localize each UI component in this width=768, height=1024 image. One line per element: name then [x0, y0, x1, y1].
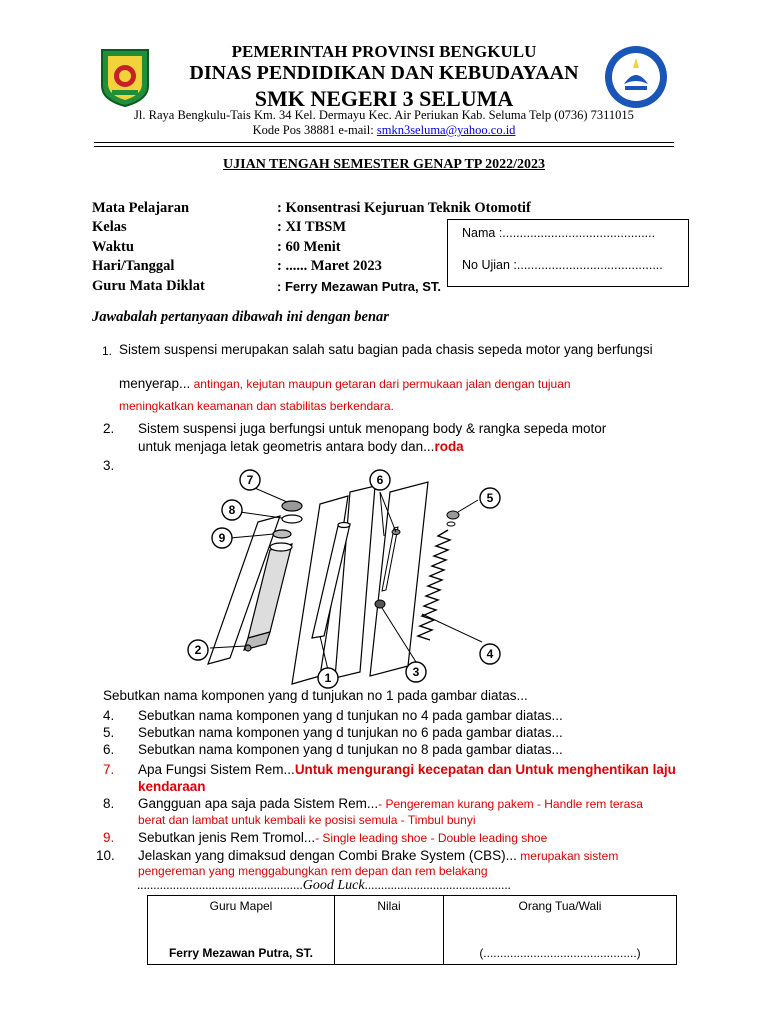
diagram-label-4: 4 — [486, 647, 494, 661]
q1-line2 — [119, 376, 571, 391]
header-address: Jl. Raya Bengkulu-Tais Km. 34 Kel. Dermayu Kec. Air Periukan Kab. Seluma Telp (0736) 7311015 — [134, 108, 634, 122]
q9-answer: - Single leading shoe - Double leading shoe — [315, 831, 548, 845]
q7-answer1: Untuk mengurangi kecepatan dan Untuk menghentikan laju — [294, 762, 676, 777]
q10-answer1: merupakan sistem — [516, 849, 619, 863]
q9-line — [138, 830, 547, 845]
meta-value-time: : 60 Menit — [277, 239, 341, 255]
q1-number: 1. — [102, 344, 113, 358]
signature-teacher-name: Ferry Mezawan Putra, ST. — [168, 946, 314, 960]
q1-answer1: antingan, kejutan maupun getaran dari permukaan jalan dengan tujuan — [190, 377, 571, 391]
meta-label-teacher: Guru Mata Diklat — [92, 278, 205, 294]
signature-cell-parent — [444, 896, 677, 965]
diagram-label-7: 7 — [246, 473, 254, 487]
student-id-box — [447, 219, 689, 287]
front-fork-diagram — [170, 462, 520, 692]
q10-text: Jelaskan yang dimaksud dengan Combi Brake System (CBS)... — [138, 848, 517, 863]
header-province: PEMERINTAH PROVINSI BENGKULU — [231, 42, 537, 61]
signature-cell-teacher — [148, 896, 335, 965]
diagram-label-8: 8 — [228, 503, 236, 517]
good-luck-dots-left: ................................................... — [137, 877, 303, 892]
student-exam-number-field[interactable]: No Ujian :.......................................... — [462, 258, 663, 272]
q8-number: 8. — [103, 796, 115, 811]
q3-text: Sebutkan nama komponen yang d tunjukan no 1 pada gambar diatas... — [103, 688, 528, 703]
q10-number: 10. — [96, 848, 115, 863]
diagram-label-3: 3 — [412, 665, 420, 679]
header-department: DINAS PENDIDIKAN DAN KEBUDAYAAN — [189, 62, 579, 84]
q6-text: Sebutkan nama komponen yang d tunjukan no 8 pada gambar diatas... — [138, 742, 563, 757]
good-luck-line — [137, 877, 511, 894]
diagram-label-6: 6 — [376, 473, 384, 487]
header-postal-email — [0, 123, 768, 138]
q1-text: Sistem suspensi merupakan salah satu bagian pada chasis sepeda motor yang berfungsi — [119, 342, 653, 357]
q7-number: 7. — [103, 762, 115, 777]
q9-number: 9. — [103, 830, 115, 845]
q8-answer1: - Pengereman kurang pakem - Handle rem terasa — [378, 797, 643, 811]
header-school: SMK NEGERI 3 SELUMA — [254, 86, 514, 111]
q1-text2: menyerap... — [119, 376, 191, 391]
q2-line2 — [138, 439, 464, 454]
meta-value-teacher: : Ferry Mezawan Putra, ST. — [277, 279, 441, 294]
q7-line1 — [138, 762, 676, 777]
signature-cell-grade — [335, 896, 444, 965]
signature-header-grade: Nilai — [377, 899, 401, 913]
diagram-label-9: 9 — [218, 531, 226, 545]
meta-label-class: Kelas — [92, 219, 127, 235]
q1-answer2: meningkatkan keamanan dan stabilitas berkendara. — [119, 399, 394, 413]
q7-text: Apa Fungsi Sistem Rem... — [138, 762, 295, 777]
exam-title: UJIAN TENGAH SEMESTER GENAP TP 2022/2023 — [223, 157, 545, 172]
q2-answer: roda — [434, 439, 464, 454]
instruction: Jawabalah pertanyaan dibawah ini dengan benar — [92, 309, 389, 325]
diagram-label-2: 2 — [194, 643, 202, 657]
q10-answer2: pengereman yang menggabungkan rem depan dan rem belakang — [138, 864, 488, 878]
header-divider-thin — [94, 146, 674, 147]
q3-number: 3. — [103, 458, 115, 473]
q6-number: 6. — [103, 742, 115, 757]
student-name-field[interactable]: Nama :............................................ — [462, 226, 656, 240]
q2-text2: untuk menjaga letak geometris antara body dan... — [138, 439, 435, 454]
q8-text: Gangguan apa saja pada Sistem Rem... — [138, 796, 379, 811]
meta-label-subject: Mata Pelajaran — [92, 200, 190, 216]
q2-text1: Sistem suspensi juga berfungsi untuk menopang body & rangka sepeda motor — [138, 421, 607, 436]
q8-line1 — [138, 796, 643, 811]
meta-value-subject: : Konsentrasi Kejuruan Teknik Otomotif — [277, 200, 531, 216]
q5-text: Sebutkan nama komponen yang d tunjukan no 6 pada gambar diatas... — [138, 725, 563, 740]
email-link[interactable]: smkn3seluma@yahoo.co.id — [376, 123, 516, 137]
diagram-label-1: 1 — [324, 671, 332, 685]
header-divider — [94, 142, 674, 143]
q9-text: Sebutkan jenis Rem Tromol... — [138, 830, 316, 845]
postal-code: Kode Pos 38881 e-mail: — [252, 123, 377, 137]
meta-value-date: : ...... Maret 2023 — [277, 258, 382, 274]
q7-answer2: kendaraan — [138, 779, 206, 794]
signature-parent-name: (..............................................) — [479, 946, 641, 960]
signature-table — [147, 895, 677, 965]
meta-label-time: Waktu — [92, 239, 134, 255]
diagram-label-5: 5 — [486, 491, 494, 505]
q10-line1 — [138, 848, 618, 863]
q4-number: 4. — [103, 708, 115, 723]
q8-answer2: berat dan lambat untuk kembali ke posisi semula - Timbul bunyi — [138, 813, 476, 827]
q5-number: 5. — [103, 725, 115, 740]
q2-number: 2. — [103, 421, 115, 436]
signature-header-parent: Orang Tua/Wali — [518, 899, 602, 913]
good-luck-text: Good Luck — [302, 878, 365, 893]
q4-text: Sebutkan nama komponen yang d tunjukan no 4 pada gambar diatas... — [138, 708, 563, 723]
meta-value-class: : XI TBSM — [277, 219, 347, 235]
good-luck-dots-right: ............................................. — [364, 877, 511, 892]
meta-label-date: Hari/Tanggal — [92, 258, 175, 274]
signature-header-teacher: Guru Mapel — [209, 899, 273, 913]
